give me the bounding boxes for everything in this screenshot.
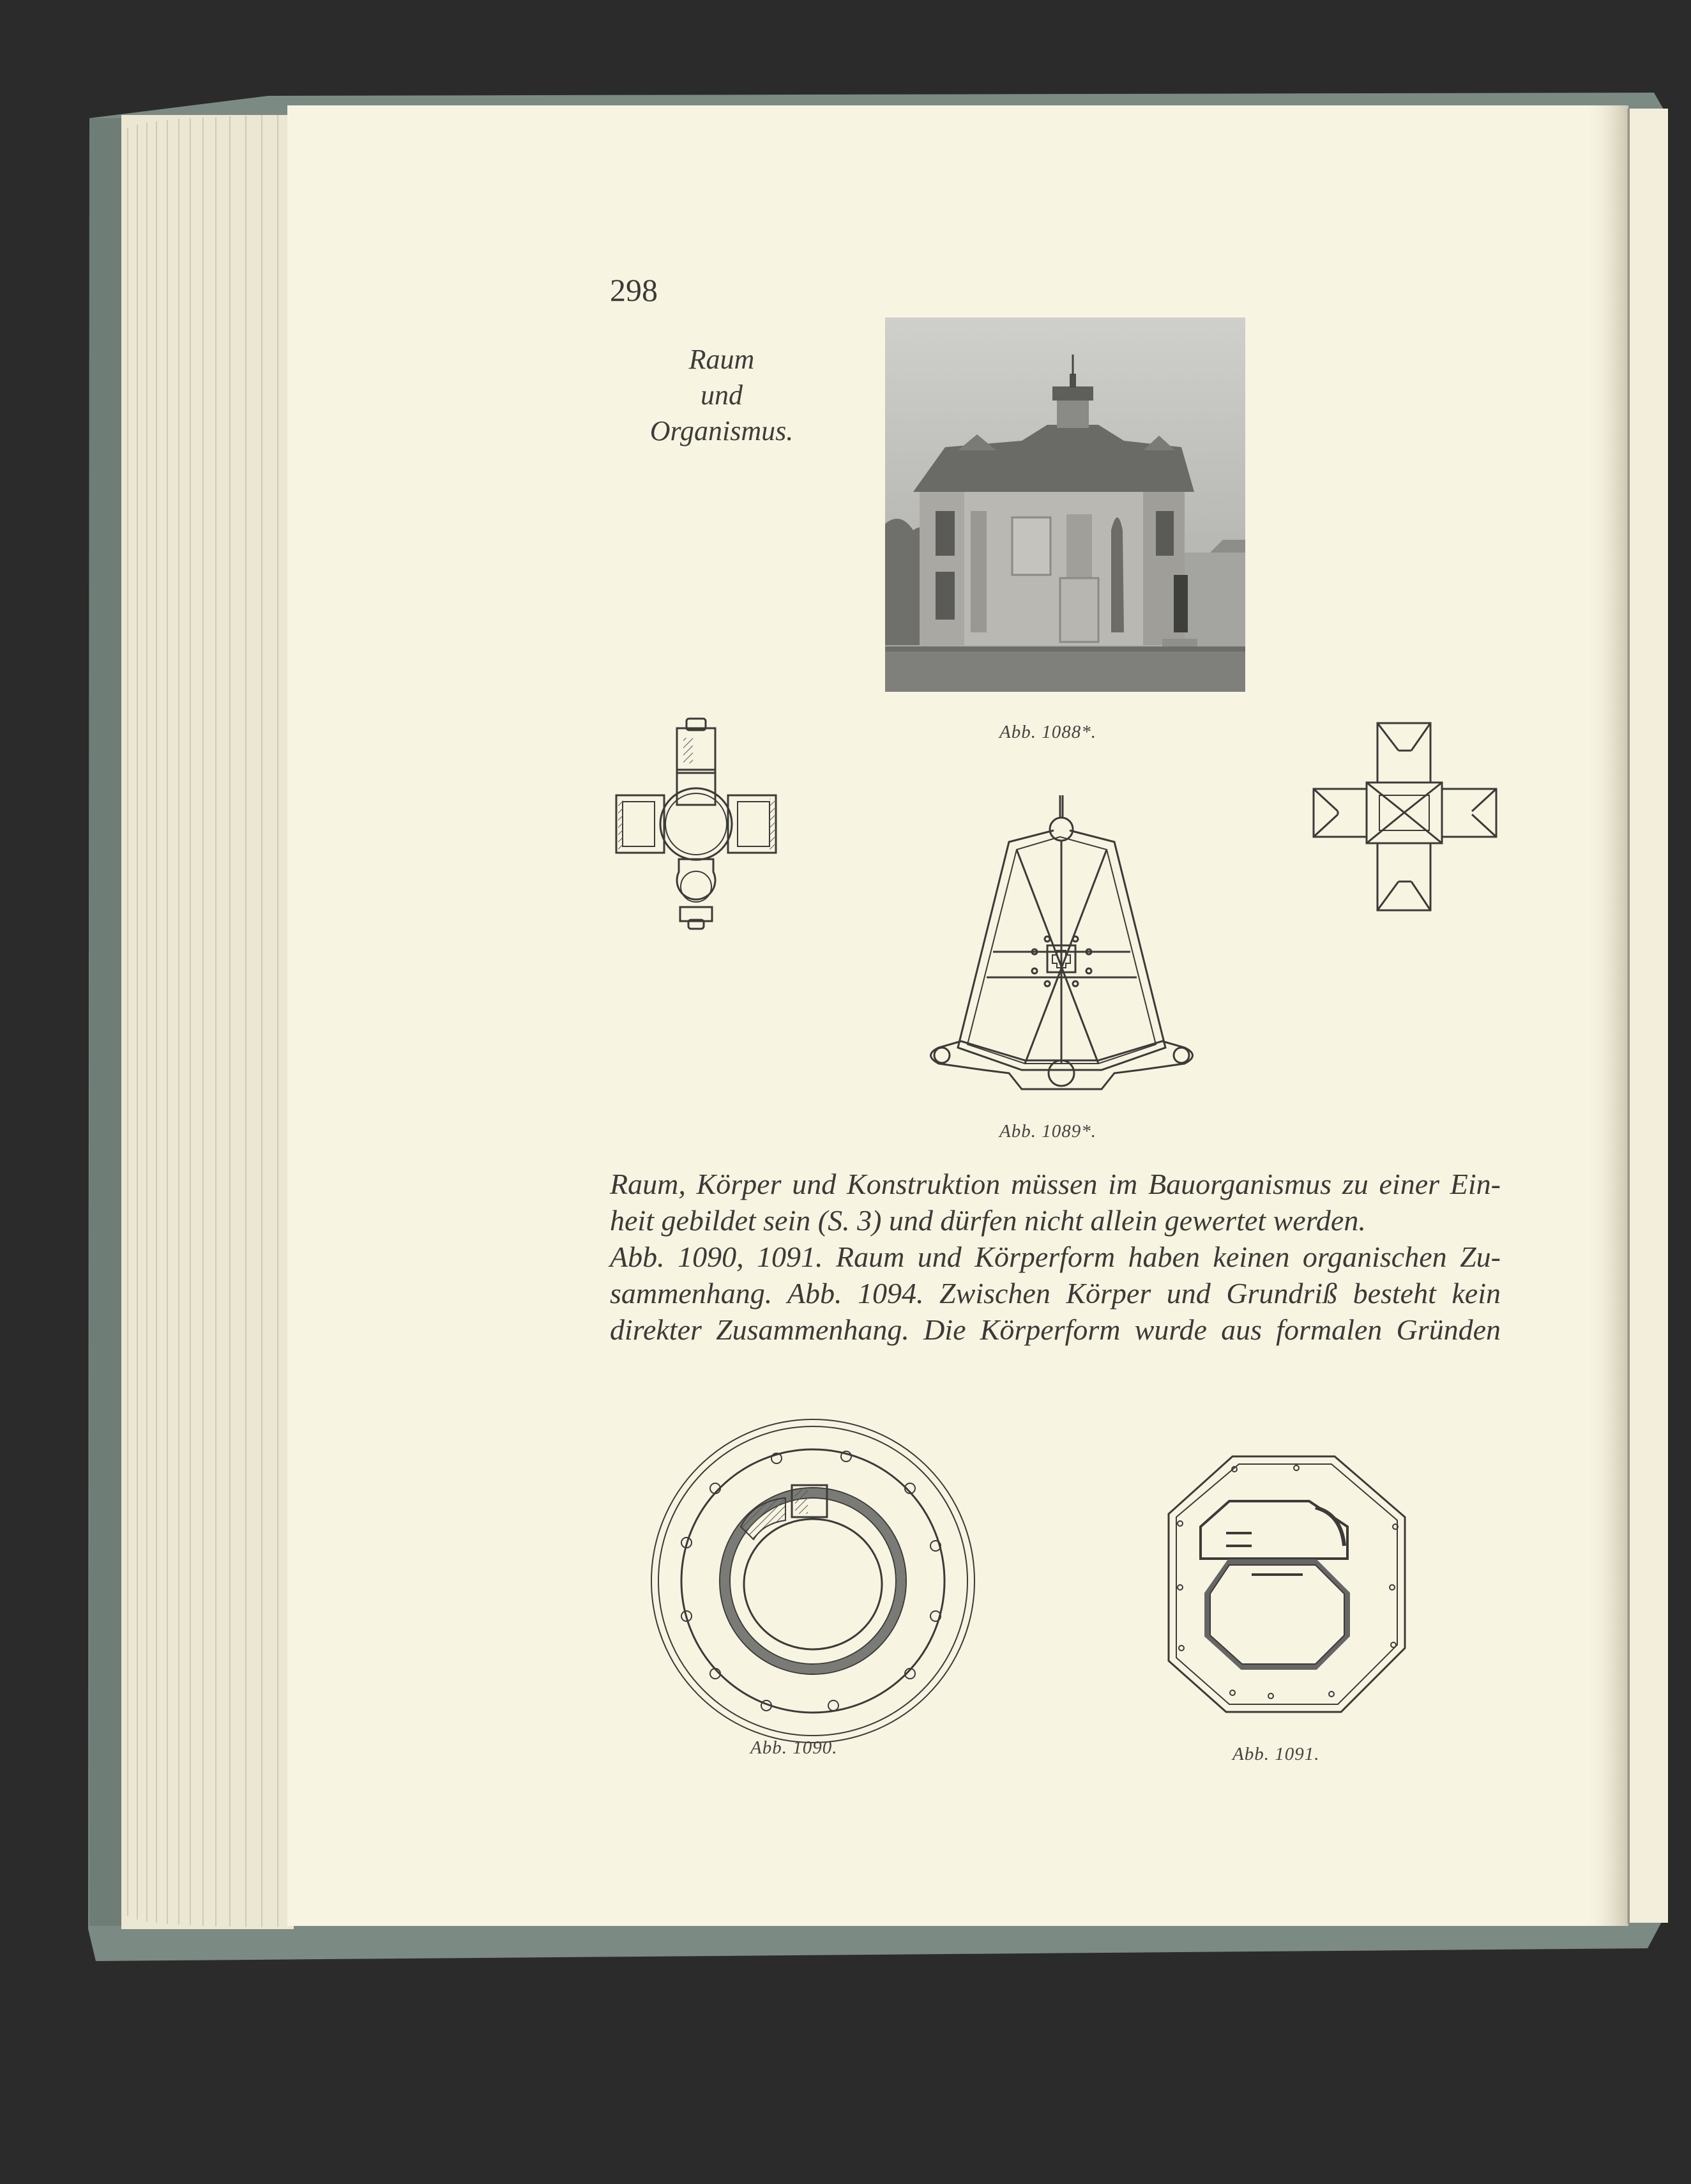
body-line: Raum, Körper und Konstruktion müssen im Bauorganismus zu einer Ein- [610, 1168, 1501, 1200]
body-line: heit gebildet sein (S. 3) und dürfen nicht allein gewertet werden. [610, 1204, 1366, 1237]
body-line: sammenhang. Abb. 1094. Zwischen Körper und Grundriß besteht kein [610, 1277, 1501, 1310]
body-paragraph [610, 1166, 1501, 1348]
margin-note-line: und [701, 379, 743, 411]
photo-pavilion [885, 317, 1245, 692]
body-line: direkter Zusammenhang. Die Körperform wurde aus formalen Gründen [610, 1313, 1501, 1346]
caption-abb-1090: Abb. 1090. [750, 1737, 838, 1758]
caption-abb-1089: Abb. 1089*. [999, 1121, 1096, 1142]
facing-page [1630, 109, 1668, 1923]
margin-note-line: Raum [688, 344, 755, 375]
caption-abb-1091: Abb. 1091. [1232, 1744, 1320, 1764]
caption-abb-1088: Abb. 1088*. [999, 722, 1096, 742]
page-edges [121, 115, 294, 1929]
gutter-shadow [1584, 105, 1628, 1926]
margin-note [613, 342, 830, 449]
page-number: 298 [610, 272, 658, 308]
margin-note-line: Organismus. [649, 415, 794, 447]
body-line: Abb. 1090, 1091. Raum und Körperform haben keinen organischen Zu- [610, 1241, 1501, 1273]
